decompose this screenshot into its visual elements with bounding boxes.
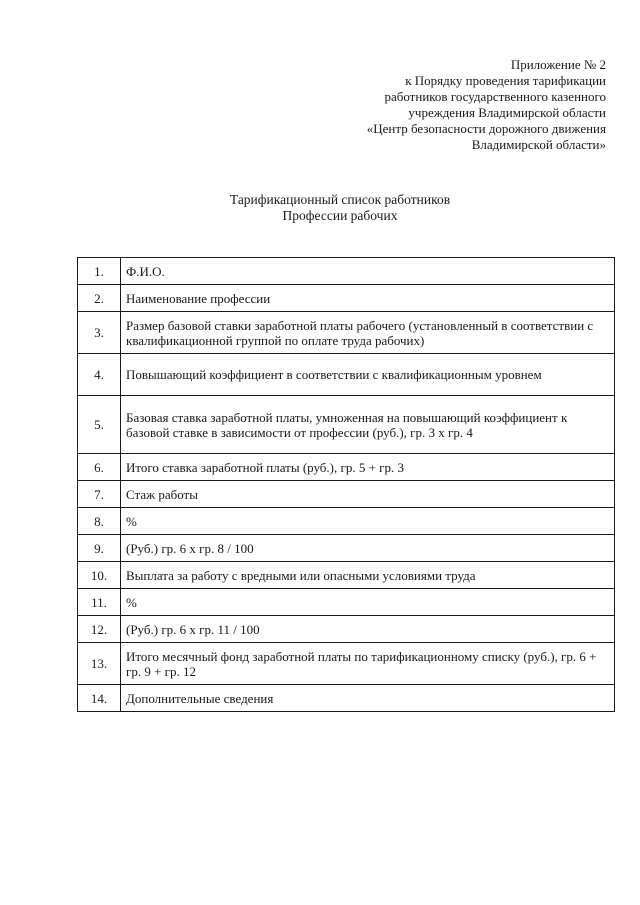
table-row <box>78 535 615 562</box>
row-text: (Руб.) гр. 6 х гр. 8 / 100 <box>121 535 615 562</box>
row-text: Размер базовой ставки заработной платы рабочего (установленный в соответствии с квалификационной группой по оплате труда рабочих) <box>121 312 615 354</box>
row-number: 12. <box>78 616 121 643</box>
table-row <box>78 685 615 712</box>
row-text: Наименование профессии <box>121 285 615 312</box>
row-text: Выплата за работу с вредными или опасными условиями труда <box>121 562 615 589</box>
row-number: 14. <box>78 685 121 712</box>
appendix-line: учреждения Владимирской области <box>408 105 606 120</box>
row-number: 2. <box>78 285 121 312</box>
title-line-1: Тарификационный список работников <box>229 192 451 207</box>
row-text: Базовая ставка заработной платы, умноженная на повышающий коэффициент к базовой ставке в зависимости от профессии (руб.), гр. 3 х гр. 4 <box>121 396 615 454</box>
appendix-header <box>367 57 606 153</box>
row-text: Итого ставка заработной платы (руб.), гр. 5 + гр. 3 <box>121 454 615 481</box>
row-text: Стаж работы <box>121 481 615 508</box>
row-number: 13. <box>78 643 121 685</box>
appendix-line: к Порядку проведения тарификации <box>405 73 606 88</box>
appendix-line: Владимирской области» <box>471 137 606 152</box>
tariff-list-table <box>77 257 615 712</box>
table-row <box>78 454 615 481</box>
table-row <box>78 643 615 685</box>
appendix-line: «Центр безопасности дорожного движения <box>366 121 606 136</box>
row-number: 4. <box>78 354 121 396</box>
table-row <box>78 616 615 643</box>
row-text: (Руб.) гр. 6 х гр. 11 / 100 <box>121 616 615 643</box>
row-text: % <box>121 508 615 535</box>
table-row <box>78 562 615 589</box>
row-number: 6. <box>78 454 121 481</box>
table-row <box>78 258 615 285</box>
row-text: Повышающий коэффициент в соответствии с квалификационным уровнем <box>121 354 615 396</box>
table-row <box>78 396 615 454</box>
row-number: 5. <box>78 396 121 454</box>
row-text: % <box>121 589 615 616</box>
table-row <box>78 354 615 396</box>
row-text: Ф.И.О. <box>121 258 615 285</box>
row-number: 1. <box>78 258 121 285</box>
table-row <box>78 508 615 535</box>
table-row <box>78 312 615 354</box>
appendix-line: работников государственного казенного <box>384 89 606 104</box>
row-text: Итого месячный фонд заработной платы по тарификационному списку (руб.), гр. 6 + гр. 9 + гр. 12 <box>121 643 615 685</box>
table-row <box>78 589 615 616</box>
appendix-line: Приложение № 2 <box>510 57 606 72</box>
row-number: 11. <box>78 589 121 616</box>
row-number: 7. <box>78 481 121 508</box>
row-text: Дополнительные сведения <box>121 685 615 712</box>
title-line-2: Профессии рабочих <box>282 208 398 223</box>
row-number: 10. <box>78 562 121 589</box>
row-number: 3. <box>78 312 121 354</box>
table-row <box>78 481 615 508</box>
row-number: 8. <box>78 508 121 535</box>
document-title <box>0 192 640 224</box>
row-number: 9. <box>78 535 121 562</box>
table-row <box>78 285 615 312</box>
